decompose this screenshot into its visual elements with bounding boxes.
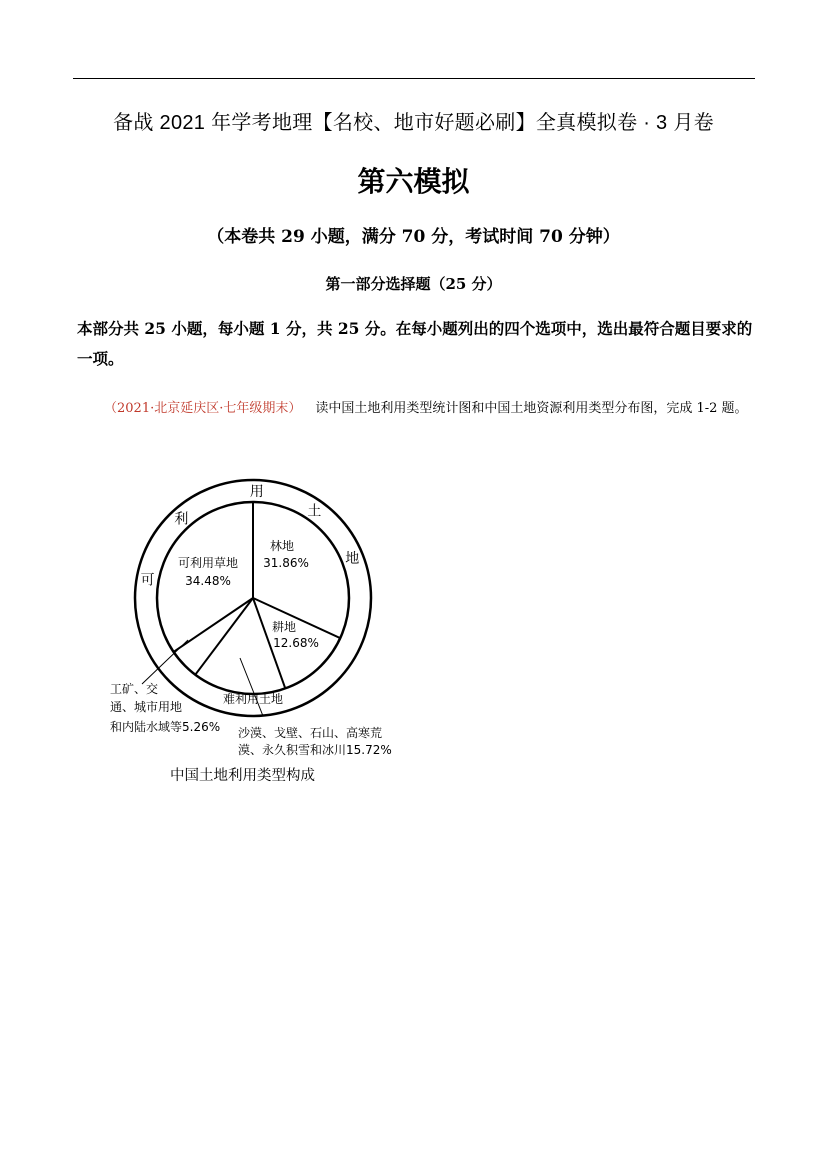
ring-label-char: 利 bbox=[174, 511, 189, 528]
svg-text:可利用草地: 可利用草地 bbox=[177, 556, 239, 570]
svg-text:和内陆水域等5.26%: 和内陆水域等5.26% bbox=[110, 720, 221, 734]
slice-label-farmland bbox=[272, 619, 319, 650]
svg-text:林地: 林地 bbox=[269, 539, 295, 553]
slice-label-forest bbox=[263, 538, 309, 570]
pie-slice-boundary bbox=[195, 598, 253, 675]
slice-label-desert bbox=[238, 725, 392, 757]
section-instructions: 本部分共 25 小题，每小题 1 分，共 25 分。在每小题列出的四个选项中，选出最符合题目要求的一项。 bbox=[77, 319, 753, 368]
exam-note: （本卷共 29 小题，满分 70 分，考试时间 70 分钟） bbox=[207, 227, 620, 247]
svg-text:工矿、交: 工矿、交 bbox=[110, 682, 159, 696]
svg-text:通、城市用地: 通、城市用地 bbox=[110, 700, 183, 714]
land-use-pie-chart bbox=[100, 478, 420, 798]
svg-text:34.48%: 34.48% bbox=[185, 574, 231, 588]
header-rule bbox=[73, 78, 755, 79]
slice-label-grassland bbox=[178, 555, 238, 588]
svg-text:耕地: 耕地 bbox=[271, 620, 297, 634]
ring-label-char: 土 bbox=[307, 503, 322, 520]
pie-slice-boundary bbox=[174, 598, 254, 652]
section-title: 第一部分选择题（25 分） bbox=[325, 275, 502, 293]
ring-label-char: 可 bbox=[140, 572, 155, 589]
slice-label-industrial bbox=[110, 682, 220, 734]
desert-pointer bbox=[240, 658, 263, 716]
question-intro bbox=[77, 393, 757, 425]
page-heading: 第六模拟 bbox=[357, 165, 470, 198]
svg-text:漠、永久积雪和冰川15.72%: 漠、永久积雪和冰川15.72% bbox=[238, 743, 392, 757]
unusable-land-label: 难利用土地 bbox=[222, 692, 284, 706]
ring-label-char: 地 bbox=[345, 550, 360, 567]
svg-text:31.86%: 31.86% bbox=[263, 556, 309, 570]
ring-label-char: 用 bbox=[249, 484, 264, 501]
svg-text:沙漠、戈壁、石山、高寒荒: 沙漠、戈壁、石山、高寒荒 bbox=[238, 726, 383, 740]
question-text: 读中国土地利用类型统计图和中国土地资源利用类型分布图，完成 1-2 题。 bbox=[315, 401, 748, 416]
paper-title: 备战 2021 年学考地理【名校、地市好题必刷】全真模拟卷 · 3 月卷 bbox=[113, 112, 714, 134]
svg-text:12.68%: 12.68% bbox=[273, 636, 319, 650]
chart-title: 中国土地利用类型构成 bbox=[170, 768, 315, 784]
question-source: （2021·北京延庆区·七年级期末） bbox=[104, 401, 302, 416]
